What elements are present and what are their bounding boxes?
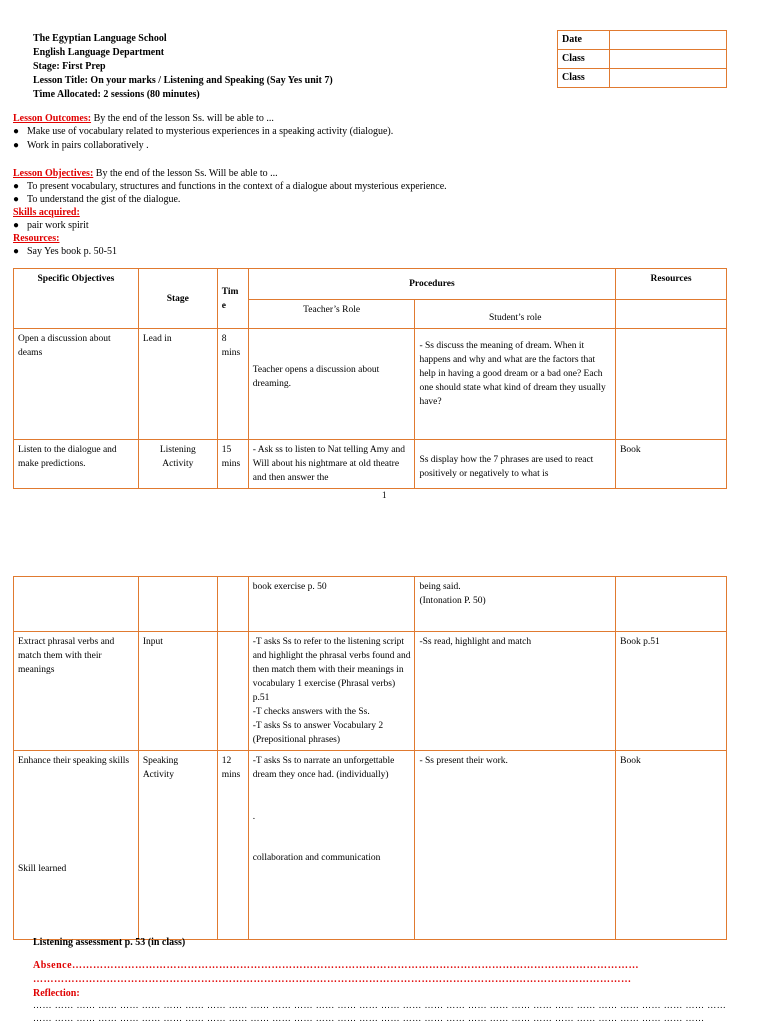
outcomes-heading: [13, 112, 733, 125]
objectives-heading: [13, 167, 733, 180]
listening-assessment: Listening assessment p. 53 (in class): [33, 937, 186, 948]
cell-time: 15 mins: [217, 440, 248, 489]
header-resources: Resources: [616, 269, 727, 300]
cell-student-role: -Ss read, highlight and match: [415, 632, 616, 751]
table-row: [14, 632, 727, 751]
cell-stage: Speaking Activity: [138, 751, 217, 940]
time-allocated: Time Allocated: 2 sessions (80 minutes): [33, 89, 200, 100]
absence-line: Absence………………………………………………………………………………………………………………………………………………: [33, 960, 640, 971]
table-row: [14, 329, 727, 440]
document-header: [33, 32, 533, 102]
header-time: Tim e: [217, 269, 248, 329]
outcomes-label: Lesson Outcomes:: [13, 113, 92, 124]
info-label-class-2: Class: [558, 69, 610, 88]
objective-item: ● To understand the gist of the dialogue.: [13, 194, 181, 205]
objectives-label: Lesson Objectives:: [13, 168, 94, 179]
cell-objective: [14, 577, 139, 632]
header-procedures: Procedures: [248, 269, 615, 300]
info-value-class-1: [610, 50, 727, 69]
cell-resources: [616, 577, 727, 632]
cell-stage: Lead in: [138, 329, 217, 440]
lesson-title: Lesson Title: On your marks / Listening and Speaking (Say Yes unit 7): [33, 75, 333, 86]
outcomes-intro: By the end of the lesson Ss. will be able to ...: [91, 113, 274, 124]
cell-teacher-role: - Ask ss to listen to Nat telling Amy and Will about his nightmare at old theatre and then answer the: [248, 440, 415, 489]
cell-time: 8 mins: [217, 329, 248, 440]
cell-objective: Open a discussion about deams: [14, 329, 139, 440]
table-row: [14, 577, 727, 632]
absence-line-continued: ………………………………………………………………………………………………………………………………………………………: [33, 974, 632, 985]
cell-student-role: Ss display how the 7 phrases are used to react positively or negatively to what is: [415, 440, 616, 489]
department-name: English Language Department: [33, 47, 165, 58]
cell-objective: [14, 751, 139, 940]
cell-teacher-role-text: -T asks Ss to narrate an unforgettable dream they once had. (individually): [252, 756, 395, 780]
school-name: The Egyptian Language School: [33, 33, 167, 44]
cell-objective: Extract phrasal verbs and match them with their meanings: [14, 632, 139, 751]
resource-item: ● Say Yes book p. 50-51: [13, 246, 118, 257]
cell-stage: Input: [138, 632, 217, 751]
reflection-label: Reflection:: [33, 988, 80, 999]
teacher-role-extra: collaboration and communication: [252, 853, 381, 863]
outcome-item: ● Make use of vocabulary related to mysterious experiences in a speaking activity (dialogue).: [13, 126, 394, 137]
cell-teacher-role: Teacher opens a discussion about dreaming.: [248, 329, 415, 440]
page-number: 1: [382, 490, 387, 500]
header-teacher-role: Teacher’s Role: [248, 300, 415, 329]
info-label-date: Date: [558, 31, 610, 50]
resources-label: Resources:: [13, 233, 60, 244]
cell-resources: Book: [616, 751, 727, 940]
skill-item: ● pair work spirit: [13, 220, 89, 231]
info-value-date: [610, 31, 727, 50]
cell-time: [217, 632, 248, 751]
stage-line: Stage: First Prep: [33, 61, 106, 72]
header-stage: Stage: [138, 269, 217, 329]
reflection-dots-line: …… …… …… …… …… …… …… …… …… …… …… …… …… …… …… …… …… …… …… …… …… …… …… …… …… …… …… …… …… …… ……: [33, 1013, 705, 1023]
cell-teacher-role: -T asks Ss to refer to the listening script and highlight the phrasal verbs found and then match them with their meanings in vocabulary 1 exercise (Phrasal verbs) p.51 -T checks answers with the Ss. -T asks Ss to answer Vocabulary 2 (Prepositional phrases): [248, 632, 415, 751]
teacher-role-dot: .: [252, 812, 256, 822]
cell-teacher-role: [248, 751, 415, 940]
cell-stage: Listening Activity: [138, 440, 217, 489]
info-box: [557, 30, 727, 88]
reflection-dots-line: …… …… …… …… …… …… …… …… …… …… …… …… …… …… …… …… …… …… …… …… …… …… …… …… …… …… …… …… …… …… …… ……: [33, 1000, 727, 1010]
cell-teacher-role: book exercise p. 50: [248, 577, 415, 632]
cell-resources: Book: [616, 440, 727, 489]
objectives-intro: By the end of the lesson Ss. Will be able to ...: [93, 168, 278, 179]
info-label-class-1: Class: [558, 50, 610, 69]
cell-resources: Book p.51: [616, 632, 727, 751]
cell-resources: [616, 329, 727, 440]
cell-time: 12 mins: [217, 751, 248, 940]
objective-item: ● To present vocabulary, structures and functions in the context of a dialogue about mysterious experience.: [13, 181, 447, 192]
cell-student-role: being said. (Intonation P. 50): [415, 577, 616, 632]
outcome-item: ● Work in pairs collaboratively .: [13, 140, 149, 151]
cell-student-role: - Ss discuss the meaning of dream. When it happens and why and what are the factors that help in having a good dream or a bad one? Each one should state what kind of dream they usually have?: [415, 329, 616, 440]
header-resources-sub: [616, 300, 727, 329]
lesson-plan-table-page2: [13, 576, 727, 940]
cell-objective-text: Enhance their speaking skills: [18, 756, 130, 766]
cell-time: [217, 577, 248, 632]
header-student-role: Student’s role: [415, 300, 616, 329]
header-specific-objectives: Specific Objectives: [14, 269, 139, 329]
lesson-plan-table-page1: [13, 268, 727, 489]
info-value-class-2: [610, 69, 727, 88]
skill-learned-label: Skill learned: [18, 864, 67, 874]
table-row: [14, 751, 727, 940]
table-row: [14, 440, 727, 489]
cell-student-role: - Ss present their work.: [415, 751, 616, 940]
cell-objective: Listen to the dialogue and make predictions.: [14, 440, 139, 489]
skills-label: Skills acquired:: [13, 207, 80, 218]
cell-stage: [138, 577, 217, 632]
